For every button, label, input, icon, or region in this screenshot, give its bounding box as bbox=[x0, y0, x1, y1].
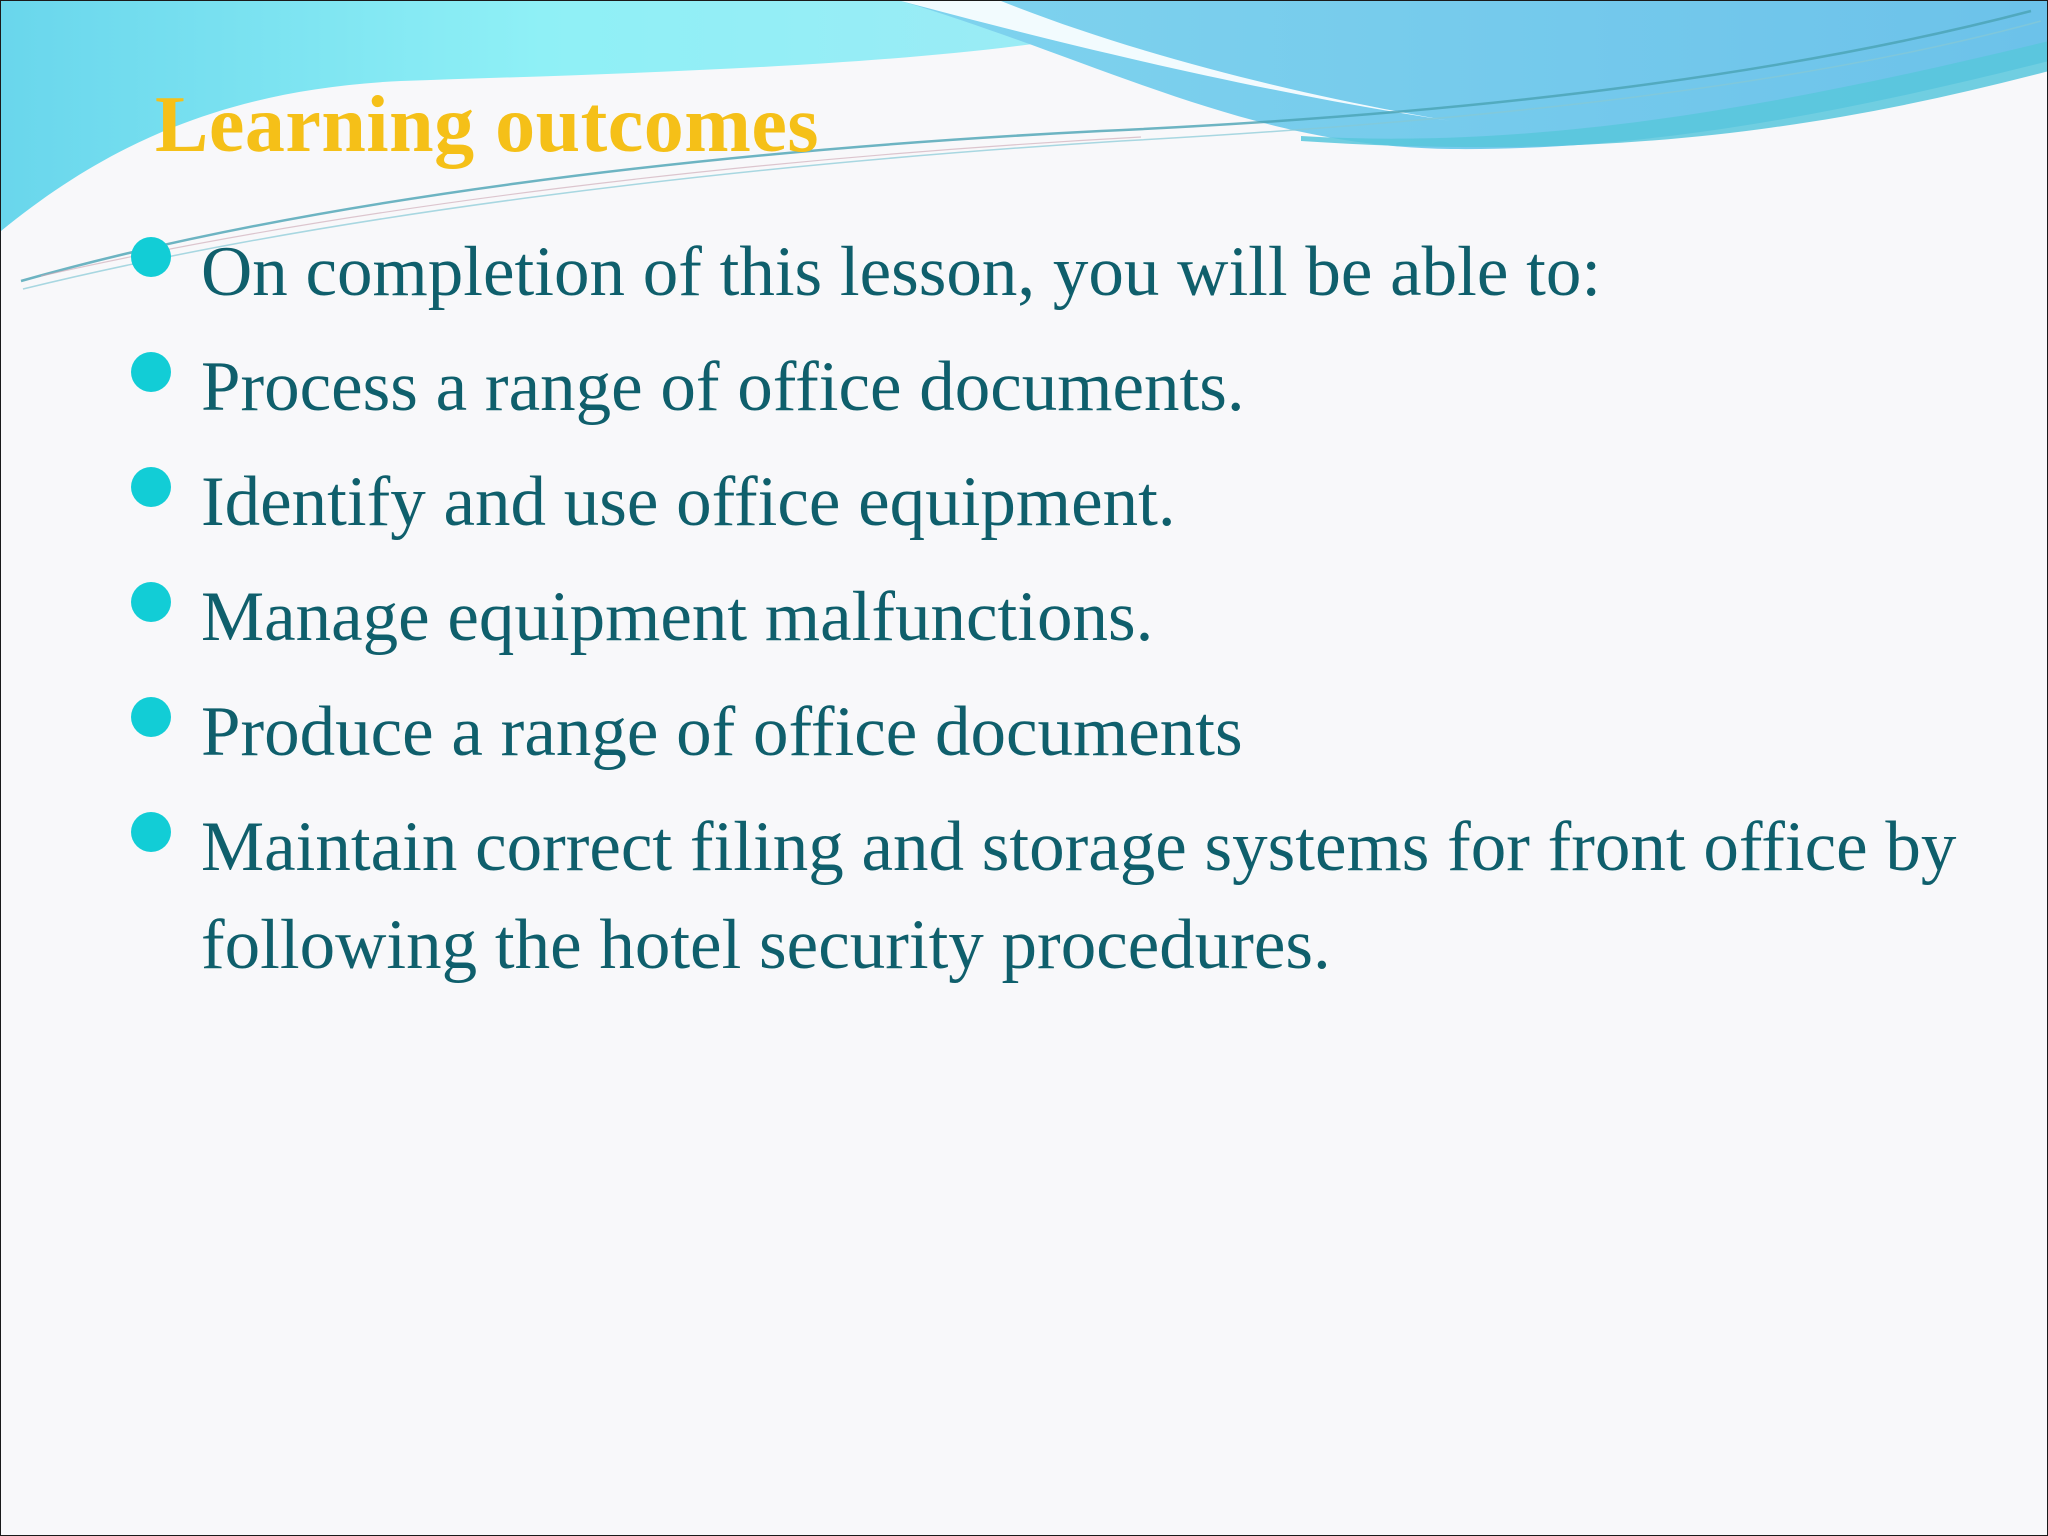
learning-outcomes-list bbox=[131, 223, 1991, 984]
bullet-dot-icon bbox=[131, 352, 171, 392]
bullet-dot-icon bbox=[131, 582, 171, 622]
bullet-dot-icon bbox=[131, 697, 171, 737]
list-item bbox=[131, 683, 1991, 798]
list-item-text: Process a range of office documents. bbox=[201, 348, 1245, 426]
slide-title: Learning outcomes bbox=[155, 81, 820, 169]
list-item-text: On completion of this lesson, you will be able to: bbox=[201, 233, 1602, 311]
bullet-dot-icon bbox=[131, 467, 171, 507]
list-item bbox=[131, 798, 1961, 984]
list-item-text: Maintain correct filing and storage systems for front office by following the hotel security procedures. bbox=[201, 808, 1957, 984]
bullet-dot-icon bbox=[131, 237, 171, 277]
list-item bbox=[131, 453, 1991, 568]
list-item bbox=[131, 338, 1991, 453]
list-item bbox=[131, 568, 1991, 683]
list-item-text: Produce a range of office documents bbox=[201, 693, 1243, 771]
bullet-dot-icon bbox=[131, 812, 171, 852]
list-item-text: Identify and use office equipment. bbox=[201, 463, 1176, 541]
list-item bbox=[131, 223, 1991, 338]
list-item-text: Manage equipment malfunctions. bbox=[201, 578, 1154, 656]
